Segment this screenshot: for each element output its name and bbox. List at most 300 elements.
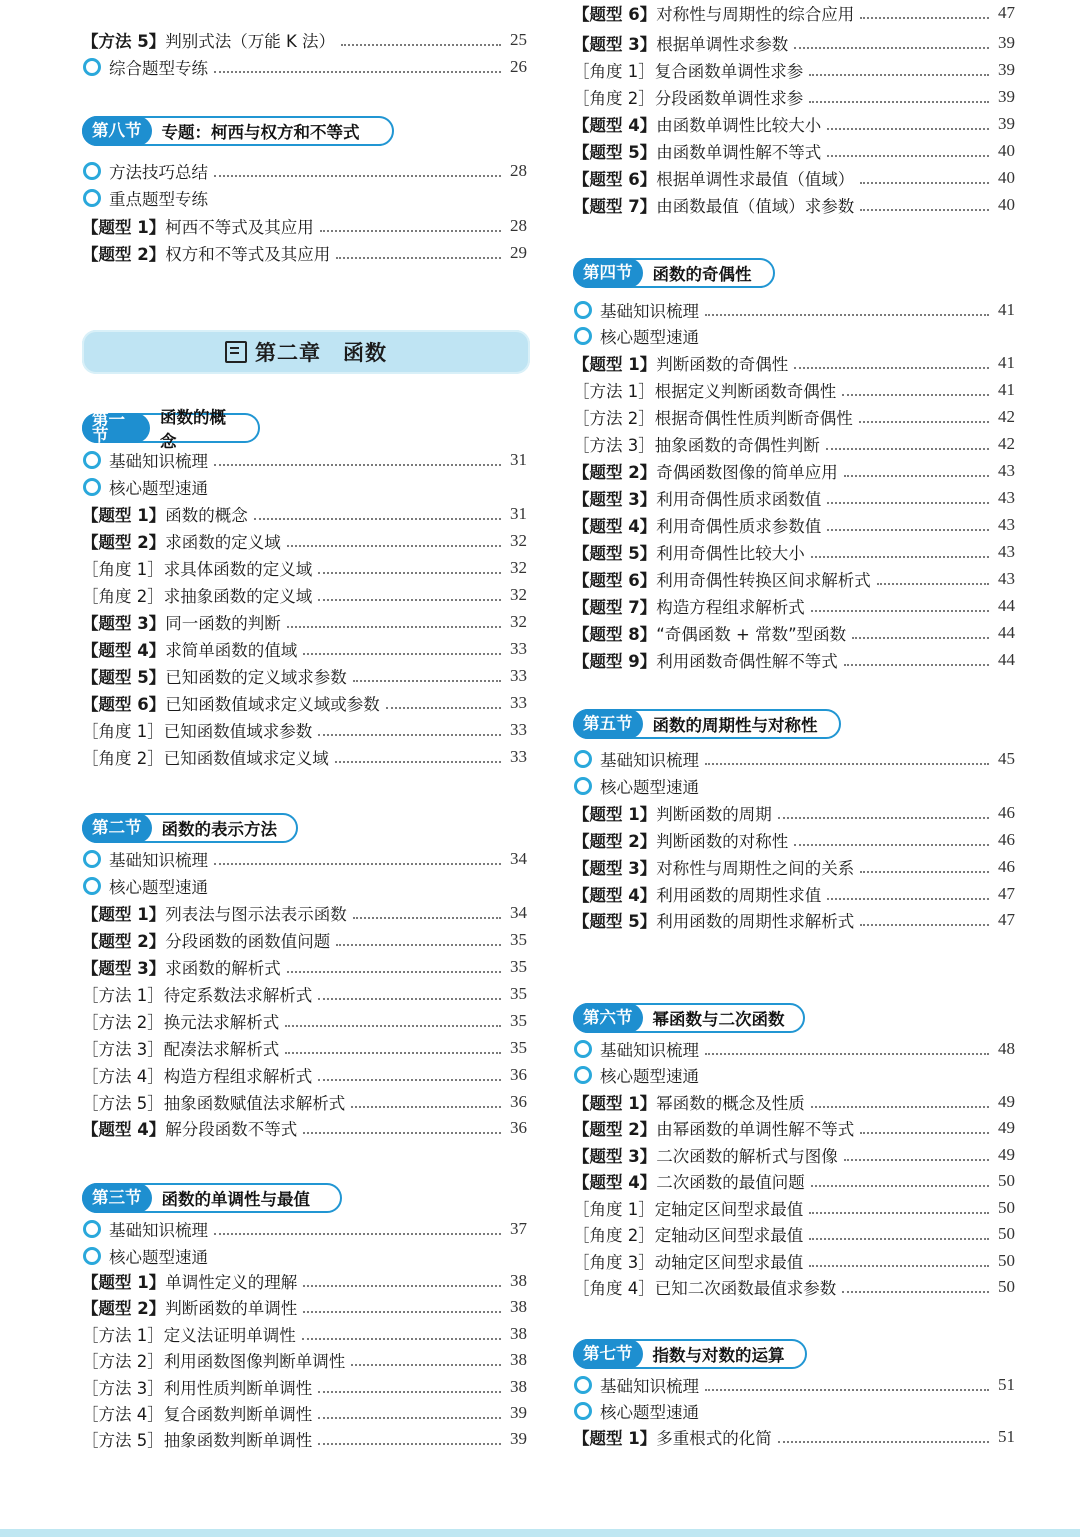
toc-entry[interactable] — [82, 213, 527, 239]
entry-title: 核心题型速通 — [109, 878, 208, 897]
toc-entry[interactable] — [82, 1321, 527, 1347]
page-number: 50 — [998, 1198, 1015, 1217]
page-number: 36 — [510, 1118, 527, 1137]
page-number: 32 — [510, 558, 527, 577]
page-number: 38 — [510, 1377, 527, 1396]
entry-title: 列表法与图示法表示函数 — [165, 905, 347, 924]
page-number: 38 — [510, 1297, 527, 1316]
page-number: 43 — [998, 461, 1015, 480]
toc-entry[interactable] — [82, 981, 527, 1007]
toc-entry[interactable] — [573, 881, 1015, 907]
page-number: 44 — [998, 650, 1015, 669]
dot-leader — [320, 230, 501, 232]
entry-title: 基础知识梳理 — [600, 1041, 699, 1060]
entry-title: 构造方程组求解析式 — [656, 598, 805, 617]
section-title: 函数的奇偶性 — [652, 265, 752, 284]
toc-entry[interactable] — [82, 474, 527, 500]
toc-entry[interactable] — [82, 1347, 527, 1373]
toc-entry[interactable] — [573, 620, 1015, 646]
entry-title: 核心题型速通 — [600, 778, 699, 797]
toc-entry[interactable] — [82, 636, 527, 662]
page-number: 49 — [998, 1118, 1015, 1137]
dot-leader — [318, 1417, 501, 1419]
toc-entry[interactable] — [82, 158, 527, 184]
entry-title: 由函数单调性比较大小 — [656, 116, 822, 135]
entry-title: 利用奇偶性质求参数值 — [656, 517, 822, 536]
entry-title: 根据定义判断函数奇偶性 — [654, 382, 837, 401]
dot-leader — [318, 734, 501, 736]
toc-entry[interactable] — [82, 1268, 527, 1294]
page-number: 50 — [998, 1277, 1015, 1296]
entry-title: 单调性定义的理解 — [165, 1273, 298, 1292]
page-number: 43 — [998, 515, 1015, 534]
section-header[interactable] — [573, 1339, 807, 1369]
entry-tag: ［方法 5］ — [82, 1431, 164, 1450]
dot-leader — [877, 583, 989, 585]
toc-entry[interactable] — [573, 1036, 1015, 1062]
entry-title: 基础知识梳理 — [109, 452, 208, 471]
section-header[interactable] — [82, 408, 260, 451]
page-number: 25 — [510, 30, 527, 49]
page-number: 37 — [510, 1219, 527, 1238]
entry-title: 核心题型速通 — [109, 479, 208, 498]
page-number: 41 — [998, 353, 1015, 372]
toc-entry[interactable] — [573, 1195, 1015, 1221]
toc-entry[interactable] — [82, 1008, 527, 1034]
page-number: 39 — [998, 60, 1015, 79]
toc-entry[interactable] — [82, 27, 527, 53]
entry-title: 求函数的定义域 — [165, 533, 281, 552]
ring-bullet-icon — [574, 1066, 592, 1084]
entry-tag: 【题型 2】 — [573, 1120, 657, 1139]
dot-leader — [778, 817, 989, 819]
toc-entry[interactable] — [573, 377, 1015, 403]
dot-leader — [860, 209, 989, 211]
entry-title: 核心题型速通 — [600, 1067, 699, 1086]
entry-title: 由函数最值（值域）求参数 — [656, 197, 855, 216]
section-header[interactable] — [82, 813, 298, 843]
toc-entry[interactable] — [573, 1062, 1015, 1088]
toc-entry[interactable] — [573, 111, 1015, 137]
toc-entry[interactable] — [573, 566, 1015, 592]
entry-title: 判断函数的单调性 — [165, 1299, 298, 1318]
toc-entry[interactable] — [82, 185, 527, 211]
bottom-band — [0, 1529, 1080, 1537]
page-number: 33 — [510, 747, 527, 766]
entry-title: 判断函数的奇偶性 — [656, 355, 789, 374]
page-number: 46 — [998, 857, 1015, 876]
toc-entry[interactable] — [82, 1216, 527, 1242]
toc-entry[interactable] — [573, 1248, 1015, 1274]
entry-title: 配凑法求解析式 — [163, 1040, 280, 1059]
page-number: 33 — [510, 666, 527, 685]
entry-title: “奇偶函数 + 常数”型函数 — [656, 625, 847, 644]
dot-leader — [826, 448, 989, 450]
dot-leader — [336, 257, 501, 259]
toc-entry[interactable] — [573, 647, 1015, 673]
dot-leader — [827, 502, 989, 504]
dot-leader — [860, 182, 989, 184]
page-number: 40 — [998, 195, 1015, 214]
entry-title: 核心题型速通 — [600, 1403, 699, 1422]
dot-leader — [353, 917, 501, 919]
toc-entry[interactable] — [82, 846, 527, 872]
dot-leader — [860, 17, 989, 19]
toc-entry[interactable] — [573, 165, 1015, 191]
page-number: 41 — [998, 380, 1015, 399]
toc-entry[interactable] — [82, 555, 527, 581]
toc-entry[interactable] — [82, 1374, 527, 1400]
ring-bullet-icon — [83, 1247, 101, 1265]
entry-title: 利用奇偶性质求函数值 — [656, 490, 822, 509]
toc-entry[interactable] — [573, 350, 1015, 376]
dot-leader — [341, 44, 501, 46]
entry-tag: 【题型 5】 — [573, 912, 657, 931]
toc-entry[interactable] — [573, 773, 1015, 799]
page-number: 35 — [510, 984, 527, 1003]
toc-entry[interactable] — [573, 297, 1015, 323]
dot-leader — [318, 599, 501, 601]
dot-leader — [287, 545, 501, 547]
entry-tag: ［角度 3］ — [573, 1253, 655, 1272]
page-number: 38 — [510, 1350, 527, 1369]
section-number-badge: 第四节 — [573, 258, 643, 288]
toc-entry[interactable] — [573, 593, 1015, 619]
dot-leader — [353, 680, 501, 682]
toc-entry[interactable] — [82, 717, 527, 743]
toc-entry[interactable] — [573, 84, 1015, 110]
section-title: 函数的表示方法 — [161, 820, 277, 839]
dot-leader — [705, 1389, 989, 1391]
entry-tag: 【题型 1】 — [82, 905, 166, 924]
edit-note-icon — [225, 341, 247, 363]
section-number-badge: 第七节 — [573, 1339, 643, 1369]
dot-leader — [318, 998, 501, 1000]
dot-leader — [318, 1391, 501, 1393]
ring-bullet-icon — [83, 162, 101, 180]
dot-leader — [842, 394, 989, 396]
entry-tag: 【题型 9】 — [573, 652, 657, 671]
toc-entry[interactable] — [82, 1115, 527, 1141]
entry-tag: 【题型 6】 — [573, 5, 657, 24]
toc-entry[interactable] — [82, 1400, 527, 1426]
entry-tag: 【题型 4】 — [573, 517, 657, 536]
ring-bullet-icon — [83, 877, 101, 895]
entry-title: 由幂函数的单调性解不等式 — [656, 1120, 855, 1139]
entry-tag: 【题型 3】 — [573, 35, 657, 54]
page-number: 47 — [998, 884, 1015, 903]
entry-title: 基础知识梳理 — [109, 1221, 208, 1240]
dot-leader — [827, 898, 989, 900]
entry-title: 利用奇偶性比较大小 — [656, 544, 805, 563]
toc-entry[interactable] — [573, 827, 1015, 853]
toc-entry[interactable] — [573, 57, 1015, 83]
section-number-badge: 第二节 — [82, 813, 152, 843]
entry-title: 复合函数判断单调性 — [163, 1405, 313, 1424]
page-number: 35 — [510, 957, 527, 976]
toc-entry[interactable] — [82, 1243, 527, 1269]
page-number: 43 — [998, 542, 1015, 561]
entry-title: 分段函数单调性求参 — [654, 89, 804, 108]
toc-entry[interactable] — [82, 609, 527, 635]
dot-leader — [794, 47, 989, 49]
entry-title: 换元法求解析式 — [163, 1013, 280, 1032]
dot-leader — [809, 1212, 989, 1214]
dot-leader — [351, 1364, 501, 1366]
toc-entry[interactable] — [82, 1035, 527, 1061]
page-number: 35 — [510, 1038, 527, 1057]
toc-entry[interactable] — [573, 1221, 1015, 1247]
toc-entry[interactable] — [573, 746, 1015, 772]
ring-bullet-icon — [83, 478, 101, 496]
entry-title: 重点题型专练 — [109, 190, 208, 209]
entry-title: 基础知识梳理 — [109, 851, 208, 870]
dot-leader — [809, 101, 989, 103]
chapter-banner[interactable] — [82, 330, 530, 374]
entry-title: 二次函数的最值问题 — [656, 1173, 805, 1192]
toc-entry[interactable] — [573, 138, 1015, 164]
dot-leader — [705, 314, 989, 316]
page-number: 48 — [998, 1039, 1015, 1058]
page-number: 26 — [510, 57, 527, 76]
entry-tag: 【题型 3】 — [573, 490, 657, 509]
entry-tag: ［角度 1］ — [573, 62, 655, 81]
dot-leader — [705, 763, 989, 765]
entry-title: 利用函数图像判断单调性 — [163, 1352, 346, 1371]
page-number: 42 — [998, 434, 1015, 453]
entry-title: 已知函数值域求参数 — [163, 722, 313, 741]
section-header[interactable] — [573, 709, 841, 739]
entry-tag: 【题型 4】 — [573, 886, 657, 905]
section-header[interactable] — [82, 116, 394, 146]
entry-tag: 【题型 6】 — [573, 170, 657, 189]
toc-entry[interactable] — [82, 1062, 527, 1088]
toc-entry[interactable] — [573, 192, 1015, 218]
entry-tag: ［方法 3］ — [82, 1040, 164, 1059]
toc-entry[interactable] — [573, 854, 1015, 880]
toc-entry[interactable] — [573, 800, 1015, 826]
dot-leader — [303, 1285, 501, 1287]
entry-tag: ［方法 3］ — [573, 436, 655, 455]
dot-leader — [351, 1106, 501, 1108]
entry-title: 核心题型速通 — [600, 328, 699, 347]
section-header[interactable] — [82, 1183, 342, 1213]
entry-tag: ［角度 1］ — [82, 560, 164, 579]
toc-entry[interactable] — [82, 1089, 527, 1115]
entry-title: 判别式法（万能 K 法） — [165, 32, 336, 51]
entry-tag: ［方法 1］ — [82, 986, 164, 1005]
toc-entry[interactable] — [573, 1274, 1015, 1300]
toc-entry[interactable] — [573, 404, 1015, 430]
toc-entry[interactable] — [82, 690, 527, 716]
section-title: 指数与对数的运算 — [652, 1346, 785, 1365]
entry-tag: 【题型 2】 — [573, 832, 657, 851]
entry-tag: 【题型 6】 — [82, 695, 166, 714]
entry-title: 抽象函数赋值法求解析式 — [163, 1094, 346, 1113]
entry-title: 抽象函数判断单调性 — [163, 1431, 313, 1450]
toc-entry[interactable] — [573, 539, 1015, 565]
toc-entry[interactable] — [82, 1426, 527, 1452]
toc-entry[interactable] — [573, 30, 1015, 56]
entry-tag: ［方法 4］ — [82, 1405, 164, 1424]
toc-entry[interactable] — [82, 900, 527, 926]
page-number: 49 — [998, 1092, 1015, 1111]
toc-entry[interactable] — [573, 1089, 1015, 1115]
entry-title: 函数的概念 — [165, 506, 248, 525]
dot-leader — [842, 1291, 989, 1293]
entry-tag: ［角度 2］ — [82, 587, 164, 606]
toc-entry[interactable] — [573, 485, 1015, 511]
toc-entry[interactable] — [82, 447, 527, 473]
toc-entry[interactable] — [573, 1168, 1015, 1194]
dot-leader — [860, 1132, 989, 1134]
page-number: 51 — [998, 1427, 1015, 1446]
dot-leader — [287, 626, 501, 628]
entry-title: 分段函数的函数值问题 — [165, 932, 331, 951]
page-number: 40 — [998, 168, 1015, 187]
toc-entry[interactable] — [82, 954, 527, 980]
toc-entry[interactable] — [573, 431, 1015, 457]
toc-entry[interactable] — [573, 323, 1015, 349]
page-number: 50 — [998, 1224, 1015, 1243]
entry-tag: 【题型 4】 — [573, 116, 657, 135]
entry-tag: ［角度 2］ — [573, 1226, 655, 1245]
entry-title: 对称性与周期性的综合应用 — [656, 5, 855, 24]
page-number: 34 — [510, 849, 527, 868]
ring-bullet-icon — [83, 58, 101, 76]
dot-leader — [844, 664, 989, 666]
dot-leader — [318, 572, 501, 574]
entry-title: 待定系数法求解析式 — [163, 986, 313, 1005]
entry-tag: 【题型 4】 — [82, 1120, 166, 1139]
page-number: 28 — [510, 161, 527, 180]
dot-leader — [811, 1185, 989, 1187]
page-number: 32 — [510, 612, 527, 631]
entry-title: 判断函数的对称性 — [656, 832, 789, 851]
toc-entry[interactable] — [573, 458, 1015, 484]
entry-tag: ［方法 1］ — [573, 382, 655, 401]
page-number: 31 — [510, 450, 527, 469]
toc-entry[interactable] — [573, 512, 1015, 538]
page-number: 50 — [998, 1251, 1015, 1270]
dot-leader — [336, 944, 501, 946]
section-title: 幂函数与二次函数 — [652, 1010, 785, 1029]
page-number: 46 — [998, 803, 1015, 822]
toc-entry[interactable] — [82, 582, 527, 608]
entry-tag: 【题型 2】 — [82, 245, 166, 264]
dot-leader — [254, 518, 501, 520]
dot-leader — [705, 1053, 989, 1055]
page-number: 31 — [510, 504, 527, 523]
toc-entry[interactable] — [82, 240, 527, 266]
toc-entry[interactable] — [82, 54, 527, 80]
toc-entry[interactable] — [573, 0, 1015, 26]
section-number-badge: 第六节 — [573, 1003, 643, 1033]
page-number: 47 — [998, 3, 1015, 22]
entry-title: 多重根式的化简 — [656, 1429, 772, 1448]
entry-tag: 【题型 7】 — [573, 598, 657, 617]
toc-entry[interactable] — [82, 501, 527, 527]
page-number: 32 — [510, 585, 527, 604]
dot-leader — [852, 637, 989, 639]
toc-entry[interactable] — [82, 927, 527, 953]
section-number-badge: 第五节 — [573, 709, 643, 739]
entry-title: 利用性质判断单调性 — [163, 1379, 313, 1398]
entry-tag: 【题型 1】 — [573, 1094, 657, 1113]
entry-title: 利用奇偶性转换区间求解析式 — [656, 571, 871, 590]
entry-title: 基础知识梳理 — [600, 302, 699, 321]
toc-entry[interactable] — [82, 1294, 527, 1320]
entry-tag: ［角度 4］ — [573, 1279, 655, 1298]
entry-title: 已知函数值域求定义域 — [163, 749, 329, 768]
dot-leader — [778, 1441, 989, 1443]
page-number: 39 — [998, 33, 1015, 52]
entry-tag: 【题型 4】 — [82, 641, 166, 660]
entry-title: 解分段函数不等式 — [165, 1120, 298, 1139]
toc-entry[interactable] — [573, 1424, 1015, 1450]
dot-leader — [214, 464, 501, 466]
page-number: 40 — [998, 141, 1015, 160]
dot-leader — [214, 71, 501, 73]
toc-entry[interactable] — [82, 744, 527, 770]
page-number: 43 — [998, 569, 1015, 588]
ring-bullet-icon — [574, 1402, 592, 1420]
page-number: 35 — [510, 1011, 527, 1030]
toc-entry[interactable] — [82, 873, 527, 899]
dot-leader — [809, 1238, 989, 1240]
dot-leader — [809, 1265, 989, 1267]
section-title: 函数的概念 — [160, 408, 226, 451]
dot-leader — [844, 1159, 989, 1161]
toc-entry[interactable] — [573, 1115, 1015, 1141]
dot-leader — [827, 128, 989, 130]
page-number: 28 — [510, 216, 527, 235]
entry-tag: 【题型 2】 — [82, 1299, 166, 1318]
entry-tag: 【题型 7】 — [573, 197, 657, 216]
dot-leader — [811, 610, 989, 612]
dot-leader — [794, 367, 989, 369]
ring-bullet-icon — [574, 301, 592, 319]
entry-title: 权方和不等式及其应用 — [165, 245, 331, 264]
page-number: 35 — [510, 930, 527, 949]
toc-entry[interactable] — [82, 663, 527, 689]
entry-tag: 【题型 4】 — [573, 1173, 657, 1192]
ring-bullet-icon — [574, 1040, 592, 1058]
entry-tag: ［方法 1］ — [82, 1326, 164, 1345]
toc-entry[interactable] — [573, 907, 1015, 933]
entry-title: 柯西不等式及其应用 — [165, 218, 314, 237]
section-header[interactable] — [573, 1003, 805, 1033]
entry-title: 利用函数的周期性求值 — [656, 886, 822, 905]
entry-title: 复合函数单调性求参 — [654, 62, 804, 81]
page-number: 43 — [998, 488, 1015, 507]
toc-entry[interactable] — [573, 1372, 1015, 1398]
entry-title: 幂函数的概念及性质 — [656, 1094, 805, 1113]
page-number: 33 — [510, 720, 527, 739]
toc-entry[interactable] — [573, 1398, 1015, 1424]
dot-leader — [214, 1233, 501, 1235]
entry-tag: ［方法 2］ — [573, 409, 655, 428]
dot-leader — [303, 1311, 501, 1313]
toc-entry[interactable] — [82, 528, 527, 554]
dot-leader — [860, 871, 989, 873]
entry-title: 构造方程组求解析式 — [163, 1067, 313, 1086]
entry-tag: 【题型 1】 — [82, 218, 166, 237]
page-number: 47 — [998, 910, 1015, 929]
entry-title: 由函数单调性解不等式 — [656, 143, 822, 162]
section-header[interactable] — [573, 258, 775, 288]
toc-entry[interactable] — [573, 1142, 1015, 1168]
